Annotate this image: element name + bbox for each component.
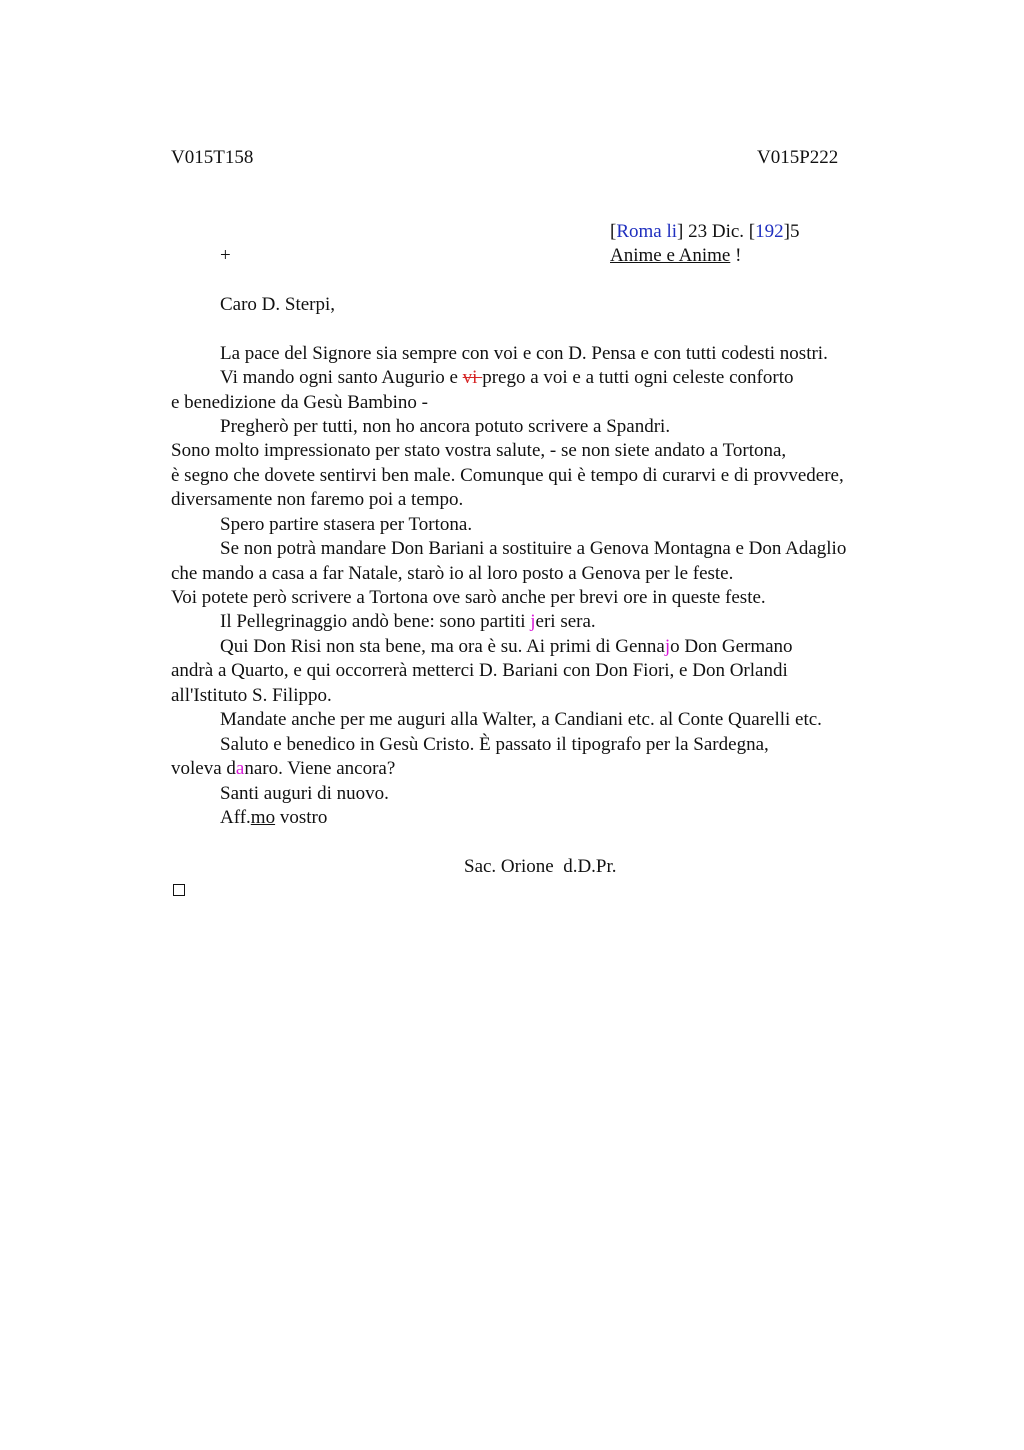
body-line-15: all'Istituto S. Filippo. xyxy=(171,685,332,706)
closing-a: Aff. xyxy=(220,807,251,828)
body-line-9: Se non potrà mandare Don Bariani a sostituire a Genova Montagna e Don Adaglio xyxy=(220,538,847,559)
dateline-year-part: 192 xyxy=(755,221,784,242)
cross-mark: + xyxy=(220,245,231,266)
dateline-bracket: [ xyxy=(610,221,617,242)
motto xyxy=(610,244,741,268)
signature: Sac. Orione d.D.Pr. xyxy=(464,856,617,877)
body-line-5: Sono molto impressionato per stato vostra salute, - se non siete andato a Tortona, xyxy=(171,440,787,461)
body-line-12-a: Il Pellegrinaggio andò bene: sono partiti xyxy=(220,611,531,632)
body-line-17: Saluto e benedico in Gesù Cristo. È passato il tipografo per la Sardegna, xyxy=(220,734,769,755)
body-line-18-a: voleva d xyxy=(171,758,236,779)
motto-text: Anime e Anime xyxy=(610,245,731,266)
body-line-3: e benedizione da Gesù Bambino - xyxy=(171,392,428,413)
body-line-2-b: prego a voi e a tutti ogni celeste conforto xyxy=(482,367,794,388)
dateline-year-end: ]5 xyxy=(783,221,800,242)
body-line-14: andrà a Quarto, e qui occorrerà metterci D. Bariani con Don Fiori, e Don Orlandi xyxy=(171,660,788,681)
salutation: Caro D. Sterpi, xyxy=(220,294,336,315)
body-line-2 xyxy=(220,366,794,390)
body-line-4: Pregherò per tutti, non ho ancora potuto scrivere a Spandri. xyxy=(220,416,671,437)
body-line-13-b: o Don Germano xyxy=(670,636,793,657)
body-line-16: Mandate anche per me auguri alla Walter, a Candiani etc. al Conte Quarelli etc. xyxy=(220,709,822,730)
dateline-date: ] 23 Dic. [ xyxy=(677,221,756,242)
correction-mark: a xyxy=(235,758,245,779)
body-line-18-b: naro. Viene ancora? xyxy=(244,758,396,779)
body-line-19: Santi auguri di nuovo. xyxy=(220,783,389,804)
body-line-12-b: eri sera. xyxy=(535,611,596,632)
body-line-18 xyxy=(171,757,395,781)
closing-line xyxy=(220,806,327,830)
body-line-12 xyxy=(220,610,596,634)
motto-suffix: ! xyxy=(730,245,742,266)
closing-b: vostro xyxy=(275,807,328,828)
closing-underlined: mo xyxy=(250,807,276,828)
document-code-left: V015T158 xyxy=(171,147,254,168)
document-code-right: V015P222 xyxy=(757,147,839,168)
dateline xyxy=(610,220,799,244)
body-line-1: La pace del Signore sia sempre con voi e con D. Pensa e con tutti codesti nostri. xyxy=(220,343,828,364)
dateline-place: Roma li xyxy=(616,221,678,242)
body-line-11: Voi potete però scrivere a Tortona ove sarò anche per brevi ore in queste feste. xyxy=(171,587,766,608)
body-line-13 xyxy=(220,635,793,659)
body-line-10: che mando a casa a far Natale, starò io al loro posto a Genova per le feste. xyxy=(171,563,734,584)
struck-word: vi xyxy=(462,367,483,388)
body-line-13-a: Qui Don Risi non sta bene, ma ora è su. Ai primi di Genna xyxy=(220,636,665,657)
body-line-8: Spero partire stasera per Tortona. xyxy=(220,514,473,535)
body-line-7: diversamente non faremo poi a tempo. xyxy=(171,489,464,510)
square-box-icon xyxy=(173,884,185,896)
correction-mark: j xyxy=(664,636,671,657)
body-line-2-a: Vi mando ogni santo Augurio e xyxy=(220,367,463,388)
correction-mark: j xyxy=(530,611,536,632)
body-line-6: è segno che dovete sentirvi ben male. Comunque qui è tempo di curarvi e di provvedere, xyxy=(171,465,844,486)
